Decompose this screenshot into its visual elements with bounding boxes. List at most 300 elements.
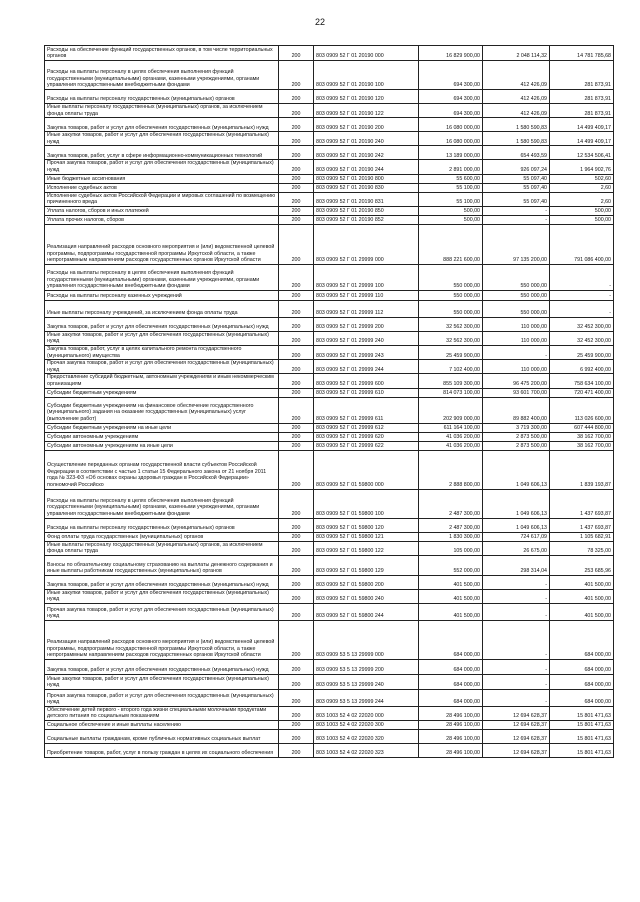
- unexecuted-amount-cell: 15 801 471,63: [550, 721, 614, 730]
- executed-amount-cell: -: [483, 589, 550, 603]
- executed-amount-cell: 412 426,09: [483, 104, 550, 118]
- executed-amount-cell: 55 097,40: [483, 174, 550, 183]
- unexecuted-amount-cell: 6 992 400,00: [550, 360, 614, 374]
- unexecuted-amount-cell: 502,60: [550, 174, 614, 183]
- line-code-cell: 200: [279, 532, 314, 541]
- expense-name-cell: Закупка товаров, работ, услуг в сфере информационно-коммуникационных технологий: [45, 146, 279, 160]
- expense-name-cell: Приобретение товаров, работ, услуг в пользу граждан в целях их социального обеспечения: [45, 744, 279, 758]
- table-row: [45, 374, 614, 388]
- expense-name-cell: Расходы на выплаты персоналу государственных (муниципальных) органов: [45, 90, 279, 104]
- unexecuted-amount-cell: 401 500,00: [550, 575, 614, 589]
- executed-amount-cell: 2 873 500,00: [483, 432, 550, 441]
- executed-amount-cell: 550 000,00: [483, 264, 550, 290]
- expense-name-cell: Исполнение судебных актов: [45, 183, 279, 192]
- approved-amount-cell: 401 500,00: [419, 575, 483, 589]
- line-code-cell: 200: [279, 489, 314, 518]
- expense-name-cell: Расходы на выплаты персоналу в целях обеспечения выполнения функций государственными (муниципальными) органами, казенными учреждениями, органами управления государственными внебюджетными фондами: [45, 264, 279, 290]
- approved-amount-cell: 2 487 300,00: [419, 518, 483, 532]
- table-row: [45, 146, 614, 160]
- table-row: [45, 264, 614, 290]
- executed-amount-cell: 1 580 590,83: [483, 132, 550, 146]
- expense-name-cell: Обеспечение детей первого - второго года жизни специальными молочными продуктами детского питания по социальным показаниям: [45, 706, 279, 720]
- budget-classification-code-cell: 803 0909 52 Г 01 20190 242: [314, 146, 419, 160]
- budget-classification-code-cell: 803 0909 52 Г 01 20190 244: [314, 160, 419, 174]
- line-code-cell: 200: [279, 132, 314, 146]
- line-code-cell: 200: [279, 183, 314, 192]
- executed-amount-cell: -: [483, 620, 550, 659]
- table-row: [45, 46, 614, 61]
- executed-amount-cell: 654 493,59: [483, 146, 550, 160]
- line-code-cell: 200: [279, 659, 314, 674]
- expense-name-cell: Закупка товаров, работ и услуг для обеспечения государственных (муниципальных) нужд: [45, 575, 279, 589]
- approved-amount-cell: 16 080 000,00: [419, 118, 483, 132]
- approved-amount-cell: 1 830 300,00: [419, 532, 483, 541]
- budget-classification-code-cell: 803 0909 52 Г 01 59800 200: [314, 575, 419, 589]
- executed-amount-cell: 26 675,00: [483, 541, 550, 555]
- executed-amount-cell: 12 694 628,37: [483, 721, 550, 730]
- expense-name-cell: Расходы на выплаты персоналу казенных учреждений: [45, 290, 279, 300]
- approved-amount-cell: 55 100,00: [419, 183, 483, 192]
- executed-amount-cell: 89 882 400,00: [483, 397, 550, 423]
- table-row: [45, 160, 614, 174]
- budget-classification-code-cell: 803 0909 52 Г 01 20190 240: [314, 132, 419, 146]
- table-row: [45, 555, 614, 575]
- expense-name-cell: Прочая закупка товаров, работ и услуг для обеспечения государственных (муниципальных) нужд: [45, 360, 279, 374]
- approved-amount-cell: 550 000,00: [419, 264, 483, 290]
- table-row: [45, 603, 614, 620]
- expense-name-cell: Иные выплаты персоналу государственных (муниципальных) органов, за исключением фонда оплаты труда: [45, 104, 279, 118]
- unexecuted-amount-cell: 2,60: [550, 183, 614, 192]
- unexecuted-amount-cell: 1 964 902,76: [550, 160, 614, 174]
- approved-amount-cell: 500,00: [419, 215, 483, 224]
- unexecuted-amount-cell: 78 325,00: [550, 541, 614, 555]
- expense-name-cell: Иные выплаты персоналу учреждений, за исключением фонда оплаты труда: [45, 300, 279, 317]
- budget-classification-code-cell: 803 0909 52 Г 01 29999 600: [314, 374, 419, 388]
- line-code-cell: 200: [279, 541, 314, 555]
- unexecuted-amount-cell: 38 162 700,00: [550, 432, 614, 441]
- line-code-cell: 200: [279, 721, 314, 730]
- expense-name-cell: Уплата прочих налогов, сборов: [45, 215, 279, 224]
- line-code-cell: 200: [279, 730, 314, 744]
- table-row: [45, 174, 614, 183]
- executed-amount-cell: 93 601 700,00: [483, 388, 550, 397]
- executed-amount-cell: 96 475 200,00: [483, 374, 550, 388]
- unexecuted-amount-cell: 253 685,96: [550, 555, 614, 575]
- approved-amount-cell: 552 000,00: [419, 555, 483, 575]
- expense-name-cell: Закупка товаров, работ и услуг для обеспечения государственных (муниципальных) нужд: [45, 659, 279, 674]
- unexecuted-amount-cell: 15 801 471,63: [550, 706, 614, 720]
- line-code-cell: 200: [279, 674, 314, 689]
- approved-amount-cell: 684 000,00: [419, 659, 483, 674]
- approved-amount-cell: 694 300,00: [419, 90, 483, 104]
- line-code-cell: 200: [279, 555, 314, 575]
- budget-classification-code-cell: 803 0909 52 Г 01 29999 612: [314, 423, 419, 432]
- table-row: [45, 345, 614, 359]
- line-code-cell: 200: [279, 589, 314, 603]
- line-code-cell: 200: [279, 118, 314, 132]
- unexecuted-amount-cell: 684 000,00: [550, 620, 614, 659]
- unexecuted-amount-cell: 281 873,91: [550, 104, 614, 118]
- budget-classification-code-cell: 803 0909 52 Г 01 59800 122: [314, 541, 419, 555]
- expense-name-cell: Иные закупки товаров, работ и услуг для обеспечения государственных (муниципальных) нужд: [45, 331, 279, 345]
- line-code-cell: 200: [279, 689, 314, 706]
- expense-name-cell: Субсидии автономным учреждениям: [45, 432, 279, 441]
- expense-name-cell: Прочая закупка товаров, работ и услуг для обеспечения государственных (муниципальных) нужд: [45, 689, 279, 706]
- line-code-cell: 200: [279, 104, 314, 118]
- approved-amount-cell: 202 909 000,00: [419, 397, 483, 423]
- table-row: [45, 206, 614, 215]
- table-row: [45, 132, 614, 146]
- line-code-cell: 200: [279, 603, 314, 620]
- line-code-cell: 200: [279, 706, 314, 720]
- unexecuted-amount-cell: 1 105 682,91: [550, 532, 614, 541]
- approved-amount-cell: 28 496 100,00: [419, 730, 483, 744]
- unexecuted-amount-cell: 32 452 300,00: [550, 317, 614, 331]
- approved-amount-cell: 2 487 300,00: [419, 489, 483, 518]
- unexecuted-amount-cell: 401 500,00: [550, 603, 614, 620]
- line-code-cell: 200: [279, 397, 314, 423]
- executed-amount-cell: 298 314,04: [483, 555, 550, 575]
- table-row: [45, 317, 614, 331]
- approved-amount-cell: 401 500,00: [419, 589, 483, 603]
- expense-name-cell: Иные закупки товаров, работ и услуг для обеспечения государственных (муниципальных) нужд: [45, 674, 279, 689]
- budget-classification-code-cell: 803 0909 52 Г 01 59800 129: [314, 555, 419, 575]
- approved-amount-cell: 28 496 100,00: [419, 721, 483, 730]
- line-code-cell: 200: [279, 90, 314, 104]
- unexecuted-amount-cell: -: [550, 290, 614, 300]
- budget-classification-code-cell: 803 0909 52 Г 01 29999 610: [314, 388, 419, 397]
- unexecuted-amount-cell: 684 000,00: [550, 689, 614, 706]
- expense-name-cell: Закупка товаров, работ и услуг для обеспечения государственных (муниципальных) нужд: [45, 317, 279, 331]
- expense-name-cell: Субсидии бюджетным учреждениям на финансовое обеспечение государственного (муниципального) задания на оказание государственных (муниципальных) услуг (выполнение работ): [45, 397, 279, 423]
- approved-amount-cell: 55 100,00: [419, 192, 483, 206]
- budget-classification-code-cell: 803 0909 52 Г 01 29999 000: [314, 224, 419, 264]
- expense-name-cell: Исполнение судебных актов Российской Федерации и мировых соглашений по возмещению причиненного вреда: [45, 192, 279, 206]
- expense-name-cell: Закупка товаров, работ и услуг для обеспечения государственных (муниципальных) нужд: [45, 118, 279, 132]
- unexecuted-amount-cell: -: [550, 300, 614, 317]
- unexecuted-amount-cell: 25 459 900,00: [550, 345, 614, 359]
- unexecuted-amount-cell: 401 500,00: [550, 589, 614, 603]
- expense-name-cell: Прочая закупка товаров, работ и услуг для обеспечения государственных (муниципальных) нужд: [45, 160, 279, 174]
- expense-name-cell: Социальные выплаты гражданам, кроме публичных нормативных социальных выплат: [45, 730, 279, 744]
- expense-name-cell: Расходы на выплаты персоналу государственных (муниципальных) органов: [45, 518, 279, 532]
- budget-execution-table: [44, 45, 614, 758]
- approved-amount-cell: 500,00: [419, 206, 483, 215]
- expense-name-cell: Закупка товаров, работ, услуг в целях капитального ремонта государственного (муниципального) имущества: [45, 345, 279, 359]
- budget-classification-code-cell: 803 0909 52 Г 01 20190 100: [314, 61, 419, 90]
- table-row: [45, 423, 614, 432]
- expense-name-cell: Осуществление переданных органам государственной власти субъектов Российской Федерации в соответствии с частью 1 статьи 15 Федерального закона от 21 ноября 2011 года № 323-ФЗ «Об основах охраны здоровья граждан в Российской Федерации» полномочий Российско: [45, 450, 279, 489]
- budget-classification-code-cell: 803 0909 53 5 13 29999 000: [314, 620, 419, 659]
- table-row: [45, 518, 614, 532]
- executed-amount-cell: 12 694 628,37: [483, 730, 550, 744]
- executed-amount-cell: -: [483, 215, 550, 224]
- table-row: [45, 183, 614, 192]
- executed-amount-cell: 12 694 628,37: [483, 706, 550, 720]
- budget-classification-code-cell: 803 0909 52 Г 01 20190 830: [314, 183, 419, 192]
- approved-amount-cell: 550 000,00: [419, 290, 483, 300]
- approved-amount-cell: 550 000,00: [419, 300, 483, 317]
- executed-amount-cell: 12 694 628,37: [483, 744, 550, 758]
- unexecuted-amount-cell: 500,00: [550, 215, 614, 224]
- table-row: [45, 300, 614, 317]
- approved-amount-cell: 684 000,00: [419, 620, 483, 659]
- unexecuted-amount-cell: 281 873,91: [550, 61, 614, 90]
- executed-amount-cell: 1 049 606,13: [483, 518, 550, 532]
- line-code-cell: 200: [279, 192, 314, 206]
- unexecuted-amount-cell: 32 452 300,00: [550, 331, 614, 345]
- table-row: [45, 489, 614, 518]
- budget-classification-code-cell: 803 0909 52 Г 01 29999 100: [314, 264, 419, 290]
- table-row: [45, 90, 614, 104]
- approved-amount-cell: 2 891 000,00: [419, 160, 483, 174]
- unexecuted-amount-cell: 12 534 506,41: [550, 146, 614, 160]
- executed-amount-cell: 926 097,24: [483, 160, 550, 174]
- expense-name-cell: Расходы на выплаты персоналу в целях обеспечения выполнения функций государственными (муниципальными) органами, казенными учреждениями, органами управления государственными внебюджетными фондами: [45, 489, 279, 518]
- approved-amount-cell: 105 000,00: [419, 541, 483, 555]
- approved-amount-cell: 855 109 300,00: [419, 374, 483, 388]
- line-code-cell: 200: [279, 432, 314, 441]
- executed-amount-cell: 412 426,09: [483, 61, 550, 90]
- unexecuted-amount-cell: 684 000,00: [550, 674, 614, 689]
- expense-name-cell: Субсидии автономным учреждениям на иные цели: [45, 441, 279, 450]
- approved-amount-cell: 611 164 100,00: [419, 423, 483, 432]
- expense-name-cell: Реализация направлений расходов основного мероприятия и (или) ведомственной целевой программы, подпрограммы государственной программы Иркутской области, а также непрограммным направлениям расходов государственных органов Иркутской области: [45, 620, 279, 659]
- unexecuted-amount-cell: 720 471 400,00: [550, 388, 614, 397]
- budget-classification-code-cell: 803 0909 52 Г 01 29999 611: [314, 397, 419, 423]
- executed-amount-cell: 55 097,40: [483, 192, 550, 206]
- executed-amount-cell: -: [483, 345, 550, 359]
- line-code-cell: 200: [279, 345, 314, 359]
- table-row: [45, 224, 614, 264]
- unexecuted-amount-cell: 607 444 800,00: [550, 423, 614, 432]
- table-row: [45, 450, 614, 489]
- table-row: [45, 541, 614, 555]
- table-row: [45, 744, 614, 758]
- expense-name-cell: Иные закупки товаров, работ и услуг для обеспечения государственных (муниципальных) нужд: [45, 132, 279, 146]
- approved-amount-cell: 16 829 900,00: [419, 46, 483, 61]
- table-row: [45, 674, 614, 689]
- line-code-cell: 200: [279, 575, 314, 589]
- table-row: [45, 532, 614, 541]
- line-code-cell: 200: [279, 317, 314, 331]
- executed-amount-cell: 110 000,00: [483, 331, 550, 345]
- unexecuted-amount-cell: 14 781 785,68: [550, 46, 614, 61]
- table-row: [45, 721, 614, 730]
- executed-amount-cell: -: [483, 674, 550, 689]
- budget-classification-code-cell: 803 0909 52 Г 01 29999 200: [314, 317, 419, 331]
- executed-amount-cell: 3 719 300,00: [483, 423, 550, 432]
- budget-classification-code-cell: 803 0909 52 Г 01 59800 120: [314, 518, 419, 532]
- line-code-cell: 200: [279, 174, 314, 183]
- executed-amount-cell: -: [483, 659, 550, 674]
- budget-classification-code-cell: 803 0909 52 Г 01 29999 112: [314, 300, 419, 317]
- budget-classification-code-cell: 803 1003 52 4 02 22020 000: [314, 706, 419, 720]
- unexecuted-amount-cell: 38 162 700,00: [550, 441, 614, 450]
- approved-amount-cell: 25 459 900,00: [419, 345, 483, 359]
- unexecuted-amount-cell: 684 000,00: [550, 659, 614, 674]
- approved-amount-cell: 32 562 300,00: [419, 317, 483, 331]
- executed-amount-cell: 1 049 606,13: [483, 489, 550, 518]
- budget-classification-code-cell: 803 0909 52 Г 01 20190 852: [314, 215, 419, 224]
- table-row: [45, 689, 614, 706]
- unexecuted-amount-cell: 791 086 400,00: [550, 224, 614, 264]
- table-row: [45, 659, 614, 674]
- line-code-cell: 200: [279, 441, 314, 450]
- table-row: [45, 589, 614, 603]
- line-code-cell: 200: [279, 215, 314, 224]
- executed-amount-cell: 97 135 200,00: [483, 224, 550, 264]
- table-row: [45, 730, 614, 744]
- expense-name-cell: Уплата налогов, сборов и иных платежей: [45, 206, 279, 215]
- line-code-cell: 200: [279, 423, 314, 432]
- executed-amount-cell: 110 000,00: [483, 360, 550, 374]
- budget-classification-code-cell: 803 0909 52 Г 01 59800 000: [314, 450, 419, 489]
- budget-classification-code-cell: 803 0909 52 Г 01 20190 800: [314, 174, 419, 183]
- table-row: [45, 61, 614, 90]
- budget-classification-code-cell: 803 0909 52 Г 01 29999 620: [314, 432, 419, 441]
- budget-classification-code-cell: 803 0909 52 Г 01 29999 622: [314, 441, 419, 450]
- budget-classification-code-cell: 803 0909 52 Г 01 20190 000: [314, 46, 419, 61]
- budget-classification-code-cell: 803 0909 52 Г 01 59800 121: [314, 532, 419, 541]
- unexecuted-amount-cell: 14 499 409,17: [550, 118, 614, 132]
- unexecuted-amount-cell: 1 437 693,87: [550, 518, 614, 532]
- line-code-cell: 200: [279, 206, 314, 215]
- budget-classification-code-cell: 803 0909 52 Г 01 20190 831: [314, 192, 419, 206]
- budget-classification-code-cell: 803 0909 52 Г 01 20190 850: [314, 206, 419, 215]
- approved-amount-cell: 401 500,00: [419, 603, 483, 620]
- expense-name-cell: Прочая закупка товаров, работ и услуг для обеспечения государственных (муниципальных) нужд: [45, 603, 279, 620]
- line-code-cell: 200: [279, 388, 314, 397]
- expense-name-cell: Социальное обеспечение и иные выплаты населению: [45, 721, 279, 730]
- unexecuted-amount-cell: 758 634 100,00: [550, 374, 614, 388]
- executed-amount-cell: 412 426,09: [483, 90, 550, 104]
- approved-amount-cell: 684 000,00: [419, 674, 483, 689]
- line-code-cell: 200: [279, 146, 314, 160]
- approved-amount-cell: 16 080 000,00: [419, 132, 483, 146]
- line-code-cell: 200: [279, 450, 314, 489]
- executed-amount-cell: -: [483, 689, 550, 706]
- approved-amount-cell: 2 888 800,00: [419, 450, 483, 489]
- unexecuted-amount-cell: 281 873,91: [550, 90, 614, 104]
- table-row: [45, 397, 614, 423]
- table-row: [45, 432, 614, 441]
- executed-amount-cell: 550 000,00: [483, 290, 550, 300]
- line-code-cell: 200: [279, 744, 314, 758]
- table-row: [45, 215, 614, 224]
- table-row: [45, 706, 614, 720]
- expense-name-cell: Иные выплаты персоналу государственных (муниципальных) органов, за исключением фонда оплаты труда: [45, 541, 279, 555]
- expense-name-cell: Взносы по обязательному социальному страхованию на выплаты денежного содержания и иные выплаты работникам государственных (муниципальных) органов: [45, 555, 279, 575]
- line-code-cell: 200: [279, 360, 314, 374]
- budget-classification-code-cell: 803 0909 52 Г 01 20190 122: [314, 104, 419, 118]
- budget-classification-code-cell: 803 1003 52 4 02 22020 300: [314, 721, 419, 730]
- expense-name-cell: Предоставление субсидий бюджетным, автономным учреждениям и иным некоммерческим организациям: [45, 374, 279, 388]
- unexecuted-amount-cell: 2,60: [550, 192, 614, 206]
- approved-amount-cell: 55 600,00: [419, 174, 483, 183]
- approved-amount-cell: 13 189 000,00: [419, 146, 483, 160]
- unexecuted-amount-cell: 15 801 471,63: [550, 730, 614, 744]
- expense-name-cell: Расходы на обеспечение функций государственных органов, в том числе территориальных органов: [45, 46, 279, 61]
- approved-amount-cell: 7 102 400,00: [419, 360, 483, 374]
- budget-classification-code-cell: 803 0909 53 5 13 29999 240: [314, 674, 419, 689]
- table-row: [45, 192, 614, 206]
- line-code-cell: 200: [279, 160, 314, 174]
- line-code-cell: 200: [279, 620, 314, 659]
- approved-amount-cell: 684 000,00: [419, 689, 483, 706]
- line-code-cell: 200: [279, 61, 314, 90]
- line-code-cell: 200: [279, 290, 314, 300]
- table-row: [45, 360, 614, 374]
- executed-amount-cell: 2 048 114,32: [483, 46, 550, 61]
- budget-classification-code-cell: 803 0909 52 Г 01 29999 243: [314, 345, 419, 359]
- budget-classification-code-cell: 803 1003 52 4 02 22020 323: [314, 744, 419, 758]
- line-code-cell: 200: [279, 518, 314, 532]
- budget-classification-code-cell: 803 0909 52 Г 01 20190 120: [314, 90, 419, 104]
- unexecuted-amount-cell: 15 801 471,63: [550, 744, 614, 758]
- expense-name-cell: Иные бюджетные ассигнования: [45, 174, 279, 183]
- approved-amount-cell: 41 036 200,00: [419, 432, 483, 441]
- executed-amount-cell: -: [483, 575, 550, 589]
- approved-amount-cell: 28 496 100,00: [419, 744, 483, 758]
- expense-name-cell: Иные закупки товаров, работ и услуг для обеспечения государственных (муниципальных) нужд: [45, 589, 279, 603]
- table-row: [45, 290, 614, 300]
- executed-amount-cell: -: [483, 206, 550, 215]
- budget-classification-code-cell: 803 0909 52 Г 01 20190 200: [314, 118, 419, 132]
- budget-classification-code-cell: 803 1003 52 4 02 22020 320: [314, 730, 419, 744]
- unexecuted-amount-cell: -: [550, 264, 614, 290]
- table-row: [45, 575, 614, 589]
- executed-amount-cell: -: [483, 603, 550, 620]
- budget-classification-code-cell: 803 0909 53 5 13 29999 244: [314, 689, 419, 706]
- executed-amount-cell: 550 000,00: [483, 300, 550, 317]
- budget-classification-code-cell: 803 0909 52 Г 01 29999 240: [314, 331, 419, 345]
- expense-name-cell: Субсидии бюджетным учреждениям: [45, 388, 279, 397]
- executed-amount-cell: 55 097,40: [483, 183, 550, 192]
- approved-amount-cell: 814 073 100,00: [419, 388, 483, 397]
- executed-amount-cell: 110 000,00: [483, 317, 550, 331]
- approved-amount-cell: 694 300,00: [419, 104, 483, 118]
- table-row: [45, 620, 614, 659]
- line-code-cell: 200: [279, 331, 314, 345]
- executed-amount-cell: 1 580 590,83: [483, 118, 550, 132]
- unexecuted-amount-cell: 113 026 600,00: [550, 397, 614, 423]
- budget-classification-code-cell: 803 0909 52 Г 01 59800 100: [314, 489, 419, 518]
- executed-amount-cell: 724 617,09: [483, 532, 550, 541]
- line-code-cell: 200: [279, 374, 314, 388]
- approved-amount-cell: 41 036 200,00: [419, 441, 483, 450]
- expense-name-cell: Субсидии бюджетным учреждениям на иные цели: [45, 423, 279, 432]
- page-number: 22: [314, 17, 325, 27]
- expense-name-cell: Реализация направлений расходов основного мероприятия и (или) ведомственной целевой программы, подпрограммы государственной программы Иркутской области, а также непрограммным направлениям расходов государственных органов Иркутской области: [45, 224, 279, 264]
- table-row: [45, 331, 614, 345]
- approved-amount-cell: 694 300,00: [419, 61, 483, 90]
- approved-amount-cell: 28 496 100,00: [419, 706, 483, 720]
- unexecuted-amount-cell: 1 839 193,87: [550, 450, 614, 489]
- line-code-cell: 200: [279, 224, 314, 264]
- line-code-cell: 200: [279, 46, 314, 61]
- expense-name-cell: Расходы на выплаты персоналу в целях обеспечения выполнения функций государственными (муниципальными) органами, казенными учреждениями, органами управления государственными внебюджетными фондами: [45, 61, 279, 90]
- table-row: [45, 118, 614, 132]
- line-code-cell: 200: [279, 300, 314, 317]
- executed-amount-cell: 1 049 606,13: [483, 450, 550, 489]
- approved-amount-cell: 32 562 300,00: [419, 331, 483, 345]
- unexecuted-amount-cell: 14 499 409,17: [550, 132, 614, 146]
- unexecuted-amount-cell: 500,00: [550, 206, 614, 215]
- unexecuted-amount-cell: 1 437 693,87: [550, 489, 614, 518]
- budget-classification-code-cell: 803 0909 52 Г 01 59800 244: [314, 603, 419, 620]
- budget-classification-code-cell: 803 0909 52 Г 01 59800 240: [314, 589, 419, 603]
